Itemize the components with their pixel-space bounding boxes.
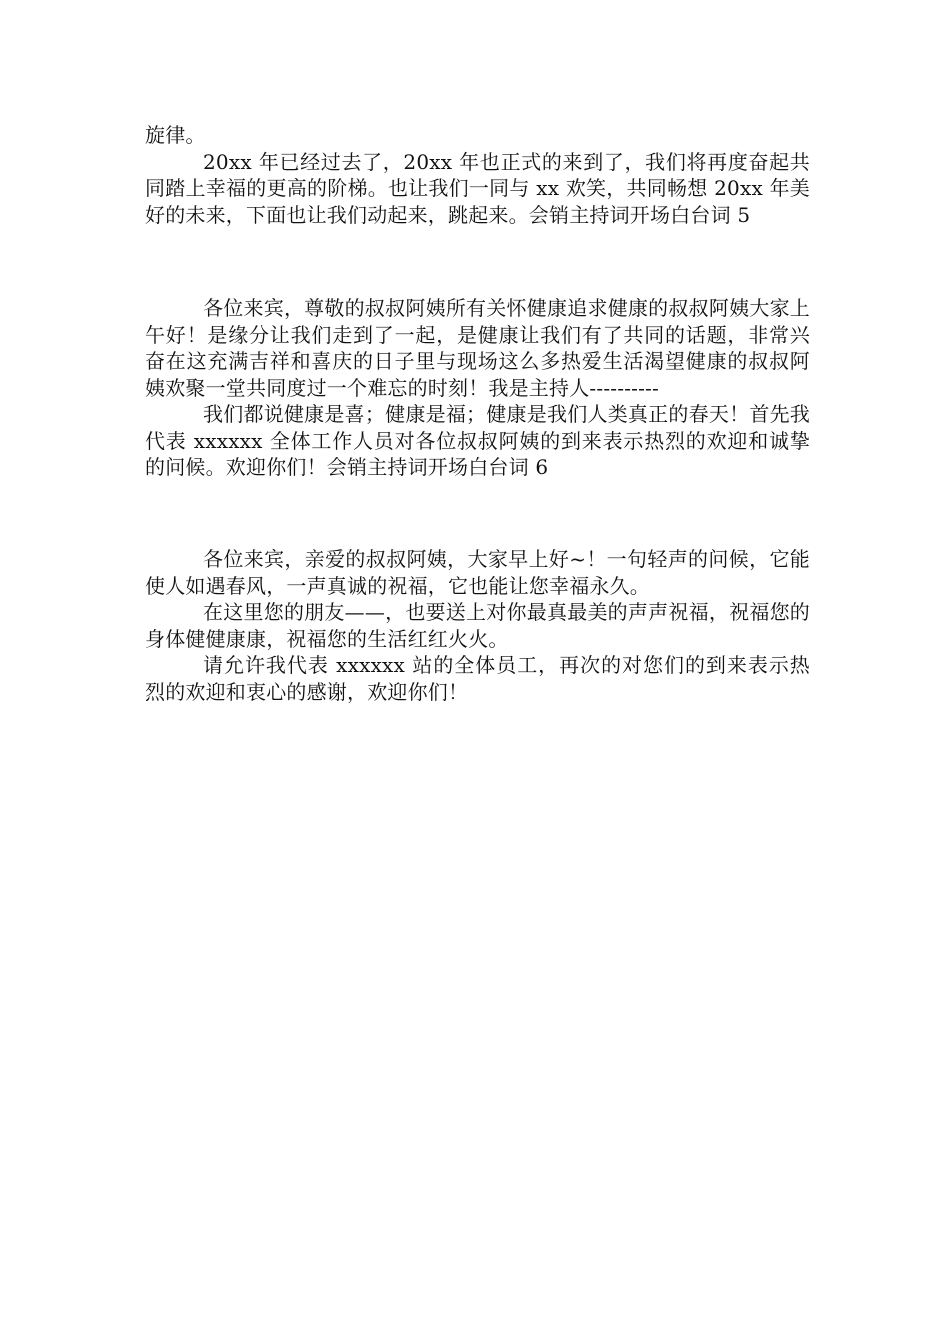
paragraph: 请允许我代表 xxxxxx 站的全体员工，再次的对您们的到来表示热烈的欢迎和衷心的感谢，欢迎你们！: [145, 653, 810, 704]
paragraph: 各位来宾，亲爱的叔叔阿姨，大家早上好~！一句轻声的问候，它能使人如遇春风，一声真诚的祝福，它也能让您幸福永久。: [145, 547, 810, 598]
text-section-2: [145, 295, 810, 481]
paragraph: 在这里您的朋友——，也要送上对你最真最美的声声祝福，祝福您的身体健健康康，祝福您的生活红红火火。: [145, 600, 810, 651]
paragraph: 20xx 年已经过去了，20xx 年也正式的来到了，我们将再度奋起共同踏上幸福的更高的阶梯。也让我们一同与 xx 欢笑，共同畅想 20xx 年美好的未来，下面也让我们动起来，跳起来。会销主持词开场白台词 5: [145, 149, 810, 227]
text-section-1: [145, 122, 810, 228]
paragraph: 我们都说健康是喜；健康是福；健康是我们人类真正的春天！首先我代表 xxxxxx 全体工作人员对各位叔叔阿姨的到来表示热烈的欢迎和诚挚的问候。欢迎你们！会销主持词开场白台词 6: [145, 402, 810, 479]
paragraph-continuation: 旋律。: [145, 123, 206, 147]
paragraph: 各位来宾，尊敬的叔叔阿姨所有关怀健康追求健康的叔叔阿姨大家上午好！是缘分让我们走到了一起，是健康让我们有了共同的话题，非常兴奋在这充满吉祥和喜庆的日子里与现场这么多热爱生活渴望健康的叔叔阿姨欢聚一堂共同度过一个难忘的时刻！我是主持人----------: [145, 296, 810, 400]
text-section-3: [145, 546, 810, 705]
